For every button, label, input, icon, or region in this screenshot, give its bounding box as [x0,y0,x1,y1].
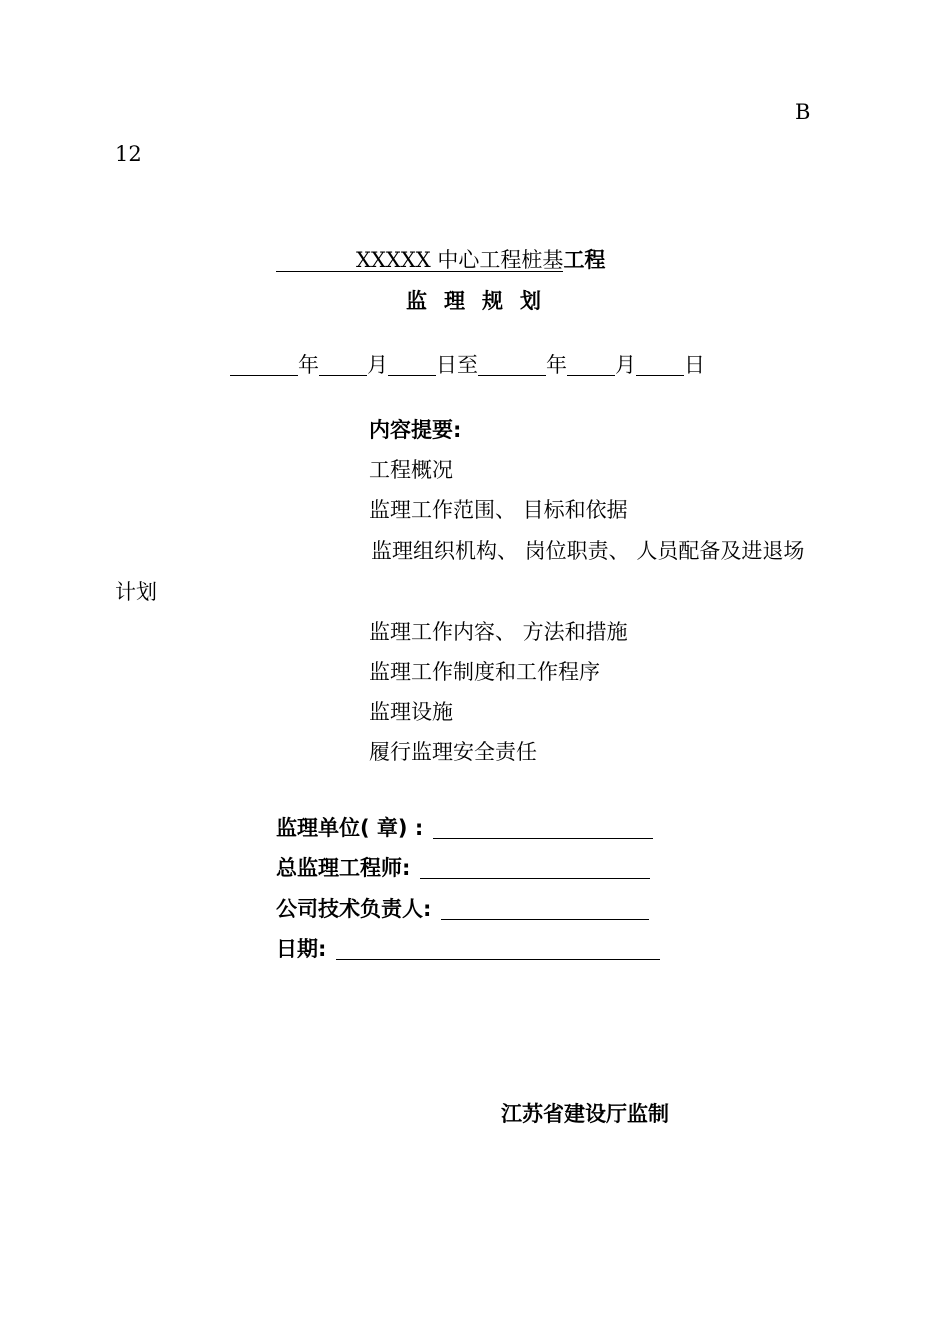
label-day-2: 日 [684,353,705,377]
label-day-1: 日至 [436,353,478,377]
signature-tech-field[interactable] [441,899,649,920]
label-year-1: 年 [298,353,319,377]
signature-tech-row [276,899,649,920]
issuer-label: 江苏省建设厅监制 [501,1102,669,1126]
doc-code-letter: B [795,100,811,124]
signature-date-label: 日期: [276,937,327,961]
blank-year-2[interactable] [478,355,546,376]
contents-item-facilities: 监理设施 [369,700,453,724]
contents-item-overview: 工程概况 [369,458,453,482]
contents-item-scope: 监理工作范围、 目标和依据 [369,498,628,522]
signature-date-field[interactable] [336,939,660,960]
signature-unit-row [276,818,653,839]
project-suffix: 工程 [563,248,606,272]
signature-chief-label: 总监理工程师: [276,856,411,880]
contents-heading: 内容提要: [369,418,462,442]
contents-item-safety: 履行监理安全责任 [369,740,537,764]
signature-tech-label: 公司技术负责人: [276,897,432,921]
contents-item-procedures: 监理工作制度和工作程序 [369,660,600,684]
blank-day-2[interactable] [636,355,684,376]
date-range [230,355,705,376]
signature-chief-row [276,858,650,879]
blank-day-1[interactable] [388,355,436,376]
signature-unit-field[interactable] [433,818,653,839]
contents-item-methods: 监理工作内容、 方法和措施 [369,620,628,644]
document-type: 监理规划 [406,289,558,313]
contents-item-organization: 监理组织机构、 岗位职责、 人员配备及进退场 [371,539,805,563]
project-name: XXXXX 中心工程桩基 [276,250,563,272]
contents-item-organization-cont: 计划 [115,580,157,604]
label-month-1: 月 [367,353,388,377]
label-year-2: 年 [546,353,567,377]
signature-unit-label: 监理单位( 章) : [276,816,424,840]
doc-code-number: 12 [115,142,142,166]
blank-month-1[interactable] [319,355,367,376]
blank-month-2[interactable] [567,355,615,376]
label-month-2: 月 [615,353,636,377]
blank-year-1[interactable] [230,355,298,376]
project-title [276,250,605,272]
signature-date-row [276,939,660,960]
signature-chief-field[interactable] [420,858,650,879]
